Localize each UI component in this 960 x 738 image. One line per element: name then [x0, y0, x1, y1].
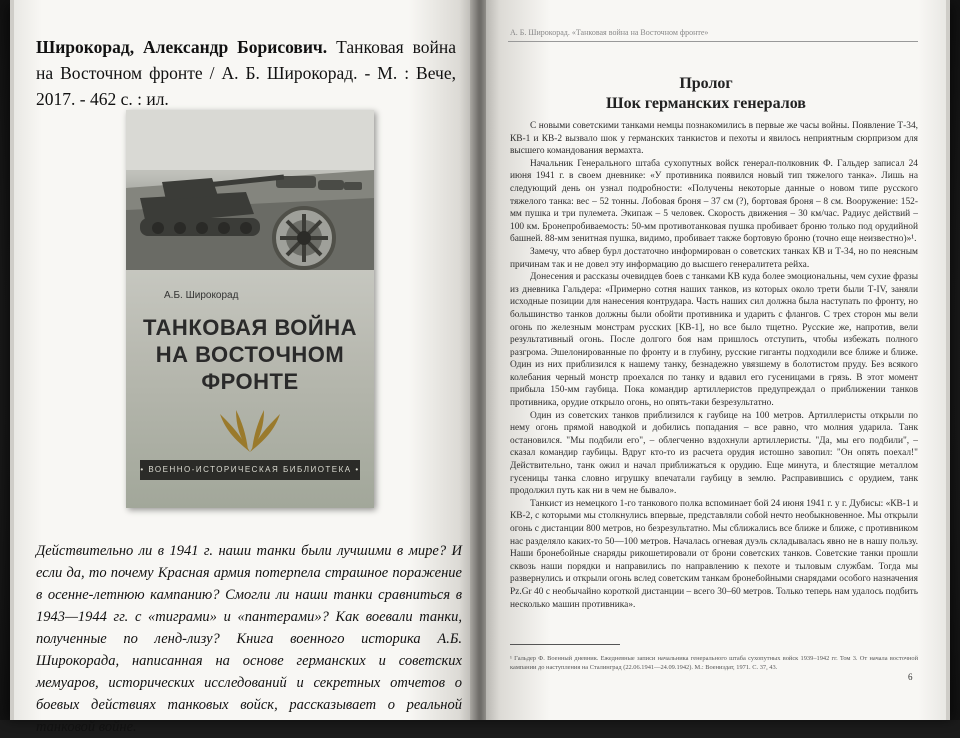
paragraph: Донесения и рассказы очевидцев боев с танками КВ куда более эмоциональны, чем сухие фразы из дневника Гальдера: «Примерно сотня наших танков, из которых около трети были Т-IV, заняли исходные позиции для нанесения контрудара. Часть наших сил должна была наступать по фронту, но большинство танков должны были обойти противника и ударить с флангов. С трех сторон мы вели огонь по железным монстрам русских [КВ-1], но все было тщетно. Русские же, напротив, вели результативный огонь. После долгого боя нам пришлось отступить, чтобы избежать полного разгрома. Эшелонированные по фронту и в глубину, русские гиганты подходили все ближе и ближе. Один из них приблизился к нашему танку, безнадежно увязшему в болотистом пруду. Без всякого колебания черный монстр проехался по танку и вдавил его гусеницами в грязь. В этот момент прибыла 150-мм гаубица. Пока командир артиллеристов предупреждал о приближении танков противника, орудие открыло огонь, но опять-таки безрезультатно.: [510, 272, 918, 409]
cover-photo: [126, 110, 374, 270]
book-cover: [126, 110, 374, 508]
citation-details: Танковая война на Восточном фронте / А. Б. Широкорад. - М. : Вече, 2017. - 462 с. : ил.: [36, 37, 456, 109]
page-number: 6: [908, 672, 913, 682]
citation-author: Широкорад, Александр Борисович.: [36, 37, 328, 57]
cover-title-line-2: НА ВОСТОЧНОМ: [155, 342, 345, 367]
footnote: ¹ Гальдер Ф. Военный дневник. Ежедневные записи начальника генерального штаба сухопутных войск 1939–1942 гг. Том 3. От начала восточной кампании до наступления на Сталинград (22.06.1941—24.09.1942). М.: Воениздат, 1971. С. 37, 43.: [510, 655, 918, 671]
cover-title-line-3: ФРОНТЕ: [201, 369, 299, 394]
paragraph: С новыми советскими танками немцы познакомились в первые же часы войны. Появление Т-34, КВ-1 и КВ-2 вызвало шок у германских танкистов и пехоты и явилось неприятным сюрпризом для высшего командования вермахта.: [510, 121, 918, 157]
chapter-body: [510, 120, 918, 611]
cover-author: А.Б. Широкорад: [164, 290, 239, 301]
page-edge-right: [946, 0, 950, 720]
laurel-emblem-icon: [210, 402, 290, 458]
running-head-rule: [508, 41, 918, 42]
cover-title: [126, 314, 374, 395]
footnote-rule: [510, 644, 620, 645]
paragraph: Замечу, что абвер бурл достаточно информирован о советских танках КВ и Т-34, но по неясным причинам так и не довел эту информацию до высшего генералитета рейха.: [510, 246, 918, 270]
cover-title-line-1: ТАНКОВАЯ ВОЙНА: [142, 315, 357, 340]
tank-photo-illustration: [126, 110, 374, 270]
page-edge-left: [10, 0, 14, 720]
paragraph: Начальник Генерального штаба сухопутных войск генерал-полковник Ф. Гальдер записал 24 июня 1941 г. в своем дневнике: «У противника появился новый тип тяжелого танка». Лишь на следующий день он узнал подробности: «Получены некоторые данные о новом типе русского тяжелого танка: вес – 52 тонны. Лобовая броня – 37 см (?), бортовая броня – 8 см. Вооружение: 152-мм пушка и три пулемета. Экипаж – 5 человек. Скорость движения – 30 км/час. Радиус действий – 100 км. Бронепробиваемость: 50-мм противотанковая пушка пробивает броню только под орудийной башней. 88-мм зенитная пушка, видимо, пробивает также бортовую броню (точно еще неизвестно)»¹.: [510, 158, 918, 245]
chapter-title-line-1: Пролог: [679, 75, 733, 92]
left-page: [14, 0, 473, 735]
right-page: [486, 0, 946, 720]
paragraph: Один из советских танков приблизился к гаубице на 100 метров. Артиллеристы открыли по нему огонь прямой наводкой и добились попадания – все равно, что молния ударила. Танк остановился. "Мы подбили его", – облегченно вздохнули артиллеристы. "Да, мы его подбили", – сказал командир гаубицы. Вдруг кто-то из расчета орудия истошно завопил: "Он опять поехал!" Действительно, танк ожил и начал приближаться к орудию. Еще минута, и блестящие металлом гусеницы танка словно игрушку впечатали гаубицу в землю. Расправившись с орудием, танк продолжил путь как ни в чем не бывало».: [510, 410, 918, 497]
paragraph: Танкист из немецкого 1-го танкового полка вспоминает бой 24 июня 1941 г. у г. Дубисы: «КВ-1 и КВ-2, с которыми мы столкнулись впервые, представляли собой нечто необыкновенное. Мы открыли огонь с дистанции 800 метров, но безрезультатно. Мы сближались все ближе и ближе, с противником нас разделяло каких-то 50—100 метров. Началась огневая дуэль складывалась явно не в нашу пользу. Наши бронебойные снаряды рикошетировали от брони советских танков. Советские танки прошли сквозь наши порядки и направились по направлению к пехоте и тыловым службам. Тогда мы развернулись и открыли огонь вслед советским танкам бронебойными снарядами особого назначения Pz.Gr 40 с необычайно короткой дистанции – всего 30–60 метров. Только теперь нам удалось подбить несколько машин противника».: [510, 498, 918, 610]
bibliographic-citation: [36, 34, 456, 112]
chapter-title: [486, 74, 926, 114]
running-head: А. Б. Широкорад. «Танковая война на Восточном фронте»: [510, 28, 709, 37]
book-annotation: Действительно ли в 1941 г. наши танки были лучшими в мире? И если да, то почему Красная армия потерпела страшное поражение в осенне-летнюю кампанию? Смогли ли наши танки сравниться в 1943—1944 гг. с «тиграми» и «пантерами»? Как воевали танки, полученные по ленд-лизу? Книга военного историка А.Б. Широкорада, написанная на основе германских и советских мемуаров, исторических исследований и секретных отчетов о боевых действиях танковых войск, рассказывает о реальной танковой войне.: [36, 543, 462, 735]
cover-series: • ВОЕННО-ИСТОРИЧЕСКАЯ БИБЛИОТЕКА •: [140, 460, 360, 480]
chapter-title-line-2: Шок германских генералов: [606, 95, 806, 112]
